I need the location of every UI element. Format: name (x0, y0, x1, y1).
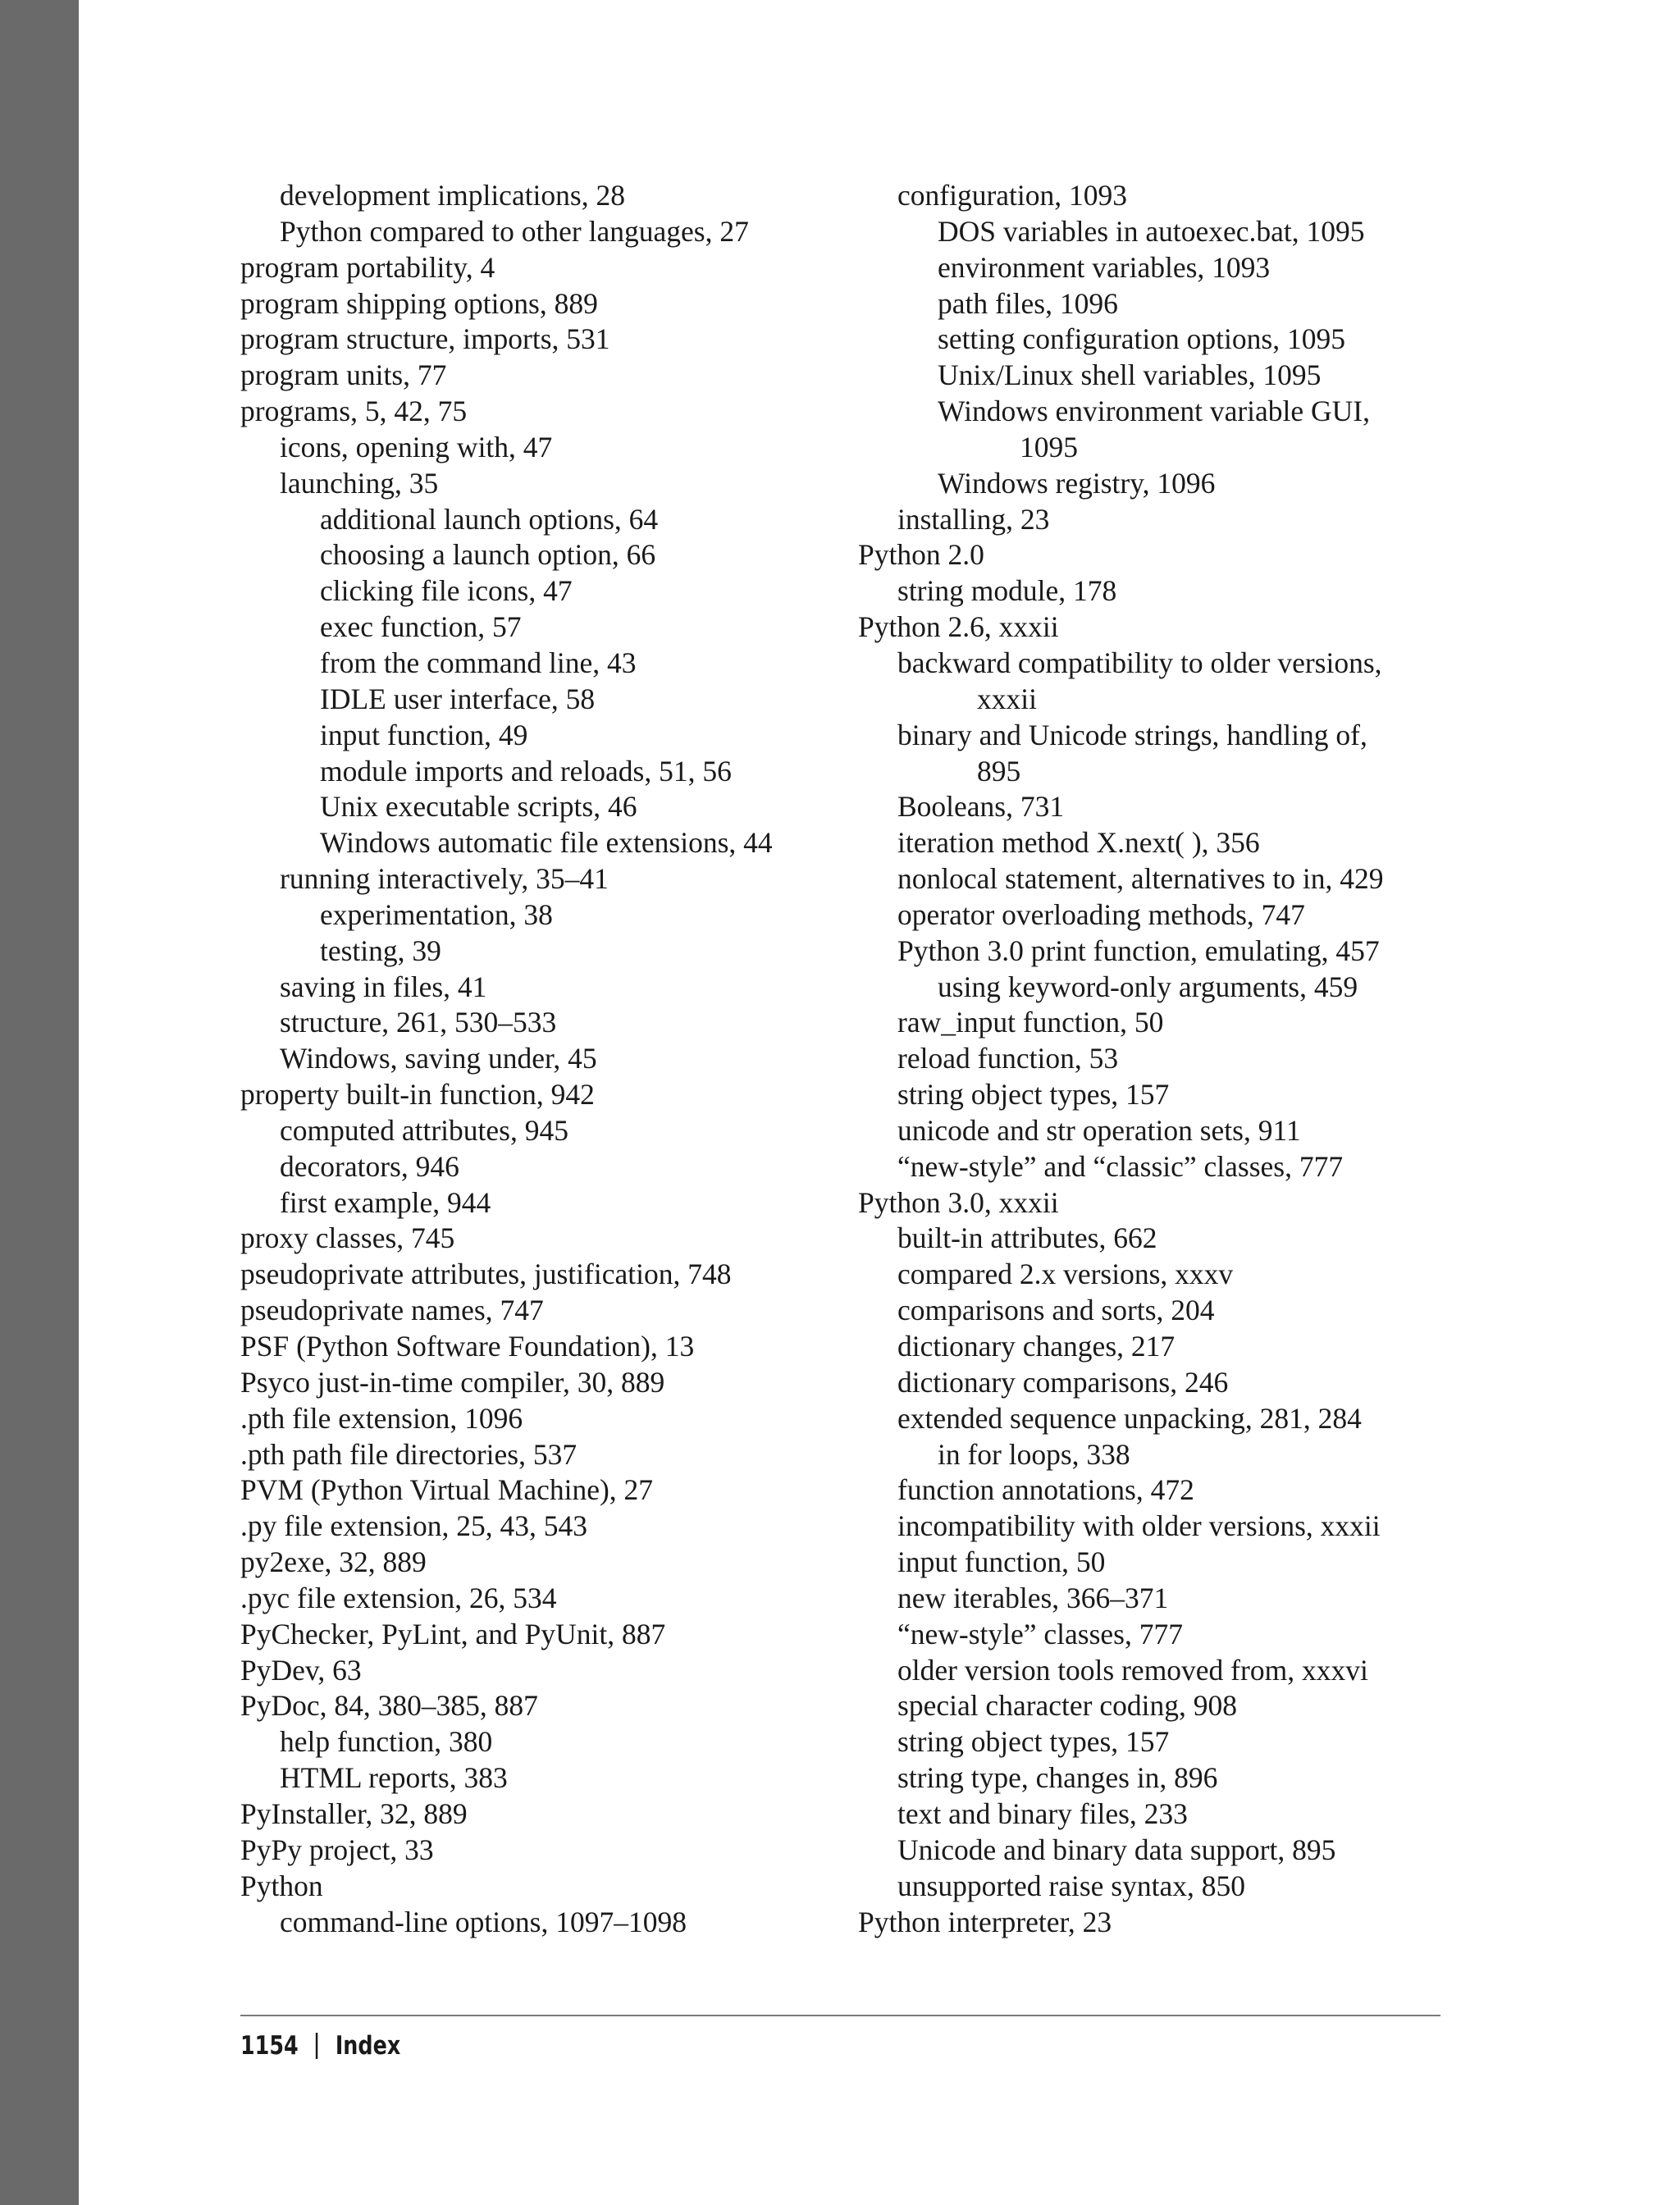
index-subentry: xxxii (977, 682, 1037, 715)
index-subentry: command-line options, 1097–1098 (280, 1905, 687, 1938)
page-footer (240, 2029, 400, 2062)
index-subentry: saving in files, 41 (280, 970, 487, 1003)
index-subentry: iteration method X.next( ), 356 (897, 826, 1260, 860)
index-subentry: Unix executable scripts, 46 (320, 790, 637, 824)
index-subentry: input function, 49 (320, 718, 528, 751)
index-subentry: Windows, saving under, 45 (280, 1042, 597, 1075)
index-entry: program shipping options, 889 (240, 286, 598, 320)
index-entry: .pyc file extension, 26, 534 (240, 1581, 557, 1614)
index-subentry: 1095 (1020, 430, 1078, 463)
index-entry: proxy classes, 745 (240, 1221, 455, 1255)
index-subentry: structure, 261, 530–533 (280, 1006, 557, 1039)
index-entry: program structure, imports, 531 (240, 322, 610, 356)
index-subentry: help function, 380 (280, 1725, 493, 1759)
index-subentry: IDLE user interface, 58 (320, 682, 596, 715)
index-entry: py2exe, 32, 889 (240, 1545, 427, 1579)
footer-separator (316, 2033, 317, 2059)
index-subentry: Booleans, 731 (897, 790, 1065, 824)
index-subentry: Windows environment variable GUI, (938, 395, 1370, 428)
index-subentry: setting configuration options, 1095 (938, 322, 1345, 356)
index-subentry: development implications, 28 (280, 179, 625, 212)
section-title: Index (335, 2031, 401, 2061)
index-subentry: string type, changes in, 896 (897, 1761, 1218, 1795)
index-entry: .pth file extension, 1096 (240, 1401, 523, 1435)
index-subentry: special character coding, 908 (897, 1689, 1237, 1723)
index-subentry: text and binary files, 233 (897, 1796, 1188, 1830)
index-subentry: binary and Unicode strings, handling of, (897, 718, 1367, 751)
page-number: 1154 (240, 2031, 299, 2061)
index-subentry: module imports and reloads, 51, 56 (320, 754, 732, 788)
index-entry: pseudoprivate names, 747 (240, 1294, 544, 1327)
index-subentry: “new-style” classes, 777 (897, 1617, 1183, 1650)
index-entry: Python (240, 1869, 323, 1902)
index-subentry: running interactively, 35–41 (280, 862, 609, 896)
index-subentry: path files, 1096 (938, 286, 1118, 320)
index-entry: PyDev, 63 (240, 1653, 362, 1687)
index-subentry: operator overloading methods, 747 (897, 897, 1305, 931)
index-entry: Python 2.6, xxxii (858, 610, 1059, 644)
index-subentry: comparisons and sorts, 204 (897, 1294, 1215, 1327)
index-subentry: string module, 178 (897, 574, 1117, 608)
index-subentry: incompatibility with older versions, xxxii (897, 1509, 1381, 1543)
index-entry: Python interpreter, 23 (858, 1905, 1112, 1938)
index-entry: Psyco just-in-time compiler, 30, 889 (240, 1365, 665, 1399)
index-entry: Python 3.0, xxxii (858, 1185, 1059, 1219)
index-subentry: unsupported raise syntax, 850 (897, 1869, 1245, 1902)
index-entry: PyChecker, PyLint, and PyUnit, 887 (240, 1617, 666, 1650)
index-entry: Python 2.0 (858, 538, 984, 572)
index-entry: PyInstaller, 32, 889 (240, 1796, 468, 1830)
index-subentry: built-in attributes, 662 (897, 1221, 1157, 1255)
index-entry: .py file extension, 25, 43, 543 (240, 1509, 587, 1543)
index-subentry: launching, 35 (280, 466, 439, 500)
index-subentry: “new-style” and “classic” classes, 777 (897, 1149, 1344, 1183)
index-subentry: in for loops, 338 (938, 1437, 1130, 1471)
index-subentry: DOS variables in autoexec.bat, 1095 (938, 214, 1365, 248)
index-entry: programs, 5, 42, 75 (240, 395, 468, 428)
index-subentry: Unicode and binary data support, 895 (897, 1833, 1336, 1866)
index-subentry: environment variables, 1093 (938, 250, 1271, 284)
index-entry: PVM (Python Virtual Machine), 27 (240, 1473, 654, 1507)
index-entry: PSF (Python Software Foundation), 13 (240, 1330, 695, 1363)
index-subentry: testing, 39 (320, 934, 441, 967)
index-entry: program units, 77 (240, 358, 447, 392)
index-subentry: using keyword-only arguments, 459 (938, 970, 1358, 1003)
index-subentry: first example, 944 (280, 1185, 491, 1219)
index-subentry: dictionary changes, 217 (897, 1330, 1176, 1363)
index-entry: .pth path file directories, 537 (240, 1437, 578, 1471)
index-entry: PyDoc, 84, 380–385, 887 (240, 1689, 538, 1723)
index-entry: program portability, 4 (240, 250, 495, 284)
index-subentry: older version tools removed from, xxxvi (897, 1653, 1368, 1687)
index-subentry: extended sequence unpacking, 281, 284 (897, 1401, 1362, 1435)
index-subentry: decorators, 946 (280, 1149, 459, 1183)
index-column-right (858, 178, 1449, 1940)
index-subentry: raw_input function, 50 (897, 1006, 1164, 1039)
index-subentry: Python compared to other languages, 27 (280, 214, 749, 248)
index-subentry: nonlocal statement, alternatives to in, 429 (897, 862, 1384, 896)
index-entry: PyPy project, 33 (240, 1833, 434, 1866)
index-subentry: exec function, 57 (320, 610, 522, 644)
index-subentry: Windows registry, 1096 (938, 466, 1216, 500)
index-subentry: Python 3.0 print function, emulating, 457 (897, 934, 1380, 967)
index-subentry: choosing a launch option, 66 (320, 538, 656, 572)
index-subentry: backward compatibility to older versions, (897, 646, 1382, 679)
index-entry: pseudoprivate attributes, justification, 748 (240, 1258, 732, 1291)
index-subentry: experimentation, 38 (320, 897, 553, 931)
index-subentry: function annotations, 472 (897, 1473, 1194, 1507)
index-subentry: dictionary comparisons, 246 (897, 1365, 1229, 1399)
index-subentry: configuration, 1093 (897, 179, 1127, 212)
index-subentry: icons, opening with, 47 (280, 430, 553, 463)
index-subentry: Windows automatic file extensions, 44 (320, 826, 773, 860)
index-subentry: from the command line, 43 (320, 646, 637, 679)
index-subentry: computed attributes, 945 (280, 1113, 568, 1147)
index-subentry: input function, 50 (897, 1545, 1106, 1579)
index-subentry: installing, 23 (897, 502, 1050, 536)
index-subentry: additional launch options, 64 (320, 502, 659, 536)
index-subentry: compared 2.x versions, xxxv (897, 1258, 1234, 1291)
index-subentry: string object types, 157 (897, 1078, 1170, 1112)
index-subentry: unicode and str operation sets, 911 (897, 1113, 1301, 1147)
index-subentry: reload function, 53 (897, 1042, 1119, 1075)
index-subentry: HTML reports, 383 (280, 1761, 508, 1795)
index-subentry: 895 (977, 754, 1021, 788)
index-subentry: string object types, 157 (897, 1725, 1170, 1759)
footer-rule (240, 2015, 1440, 2016)
index-subentry: new iterables, 366–371 (897, 1581, 1169, 1614)
page-edge-strip (0, 0, 79, 2205)
index-subentry: Unix/Linux shell variables, 1095 (938, 358, 1322, 392)
index-subentry: clicking file icons, 47 (320, 574, 573, 608)
index-entry: property built-in function, 942 (240, 1078, 595, 1112)
index-column-left (240, 178, 847, 1940)
